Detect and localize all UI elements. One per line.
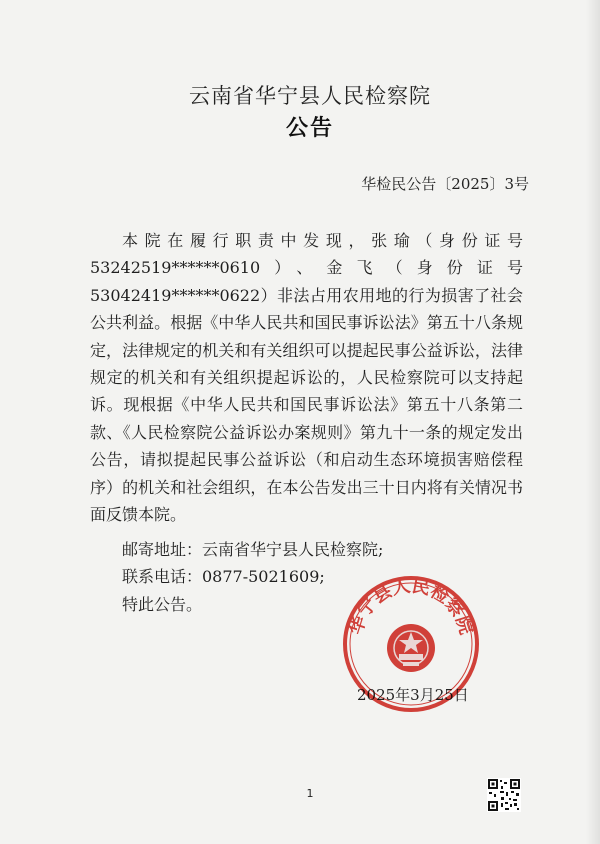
organization-name: 云南省华宁县人民检察院 (189, 84, 431, 108)
page-number: 1 (306, 787, 314, 800)
qr-code-icon (487, 778, 521, 812)
national-emblem-icon (387, 624, 435, 672)
contact-phone: 联系电话：0877-5021609; (122, 567, 325, 587)
announcement-body (90, 227, 523, 528)
seal-text: 华宁县人民检察院 (345, 575, 477, 637)
closing-statement: 特此公告。 (122, 594, 203, 614)
document-title: 公告 (285, 116, 334, 141)
document-number: 华检民公告〔2025〕3号 (361, 175, 529, 193)
issue-date: 2025年3月25日 (357, 686, 469, 704)
mailing-address: 邮寄地址：云南省华宁县人民检察院; (122, 540, 384, 559)
official-seal-icon (341, 574, 481, 714)
announcement-paragraph: 本院在履行职责中发现，张瑜（身份证号53242519******0610）、金飞（身份证号53042419******0622）非法占用农用地的行为损害了社会公共利益。根据《中华人民共和国民事诉讼法》第五十八条规定，法律规定的机关和有关组织可以提起民事公益诉讼，法律规定的机关和有关组织提起诉讼的，人民检察院可以支持起诉。现根据《中华人民共和国民事诉讼法》第五十八条第二款、《人民检察院公益诉讼办案规则》第九十一条的规定发出公告，请拟提起民事公益诉讼（和启动生态环境损害赔偿程序）的机关和社会组织，在本公告发出三十日内将有关情况书面反馈本院。 (90, 231, 523, 525)
